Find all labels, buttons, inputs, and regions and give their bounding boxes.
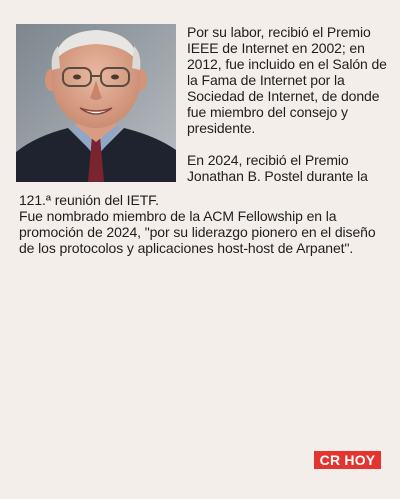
portrait-illustration <box>16 24 176 182</box>
crhoy-logo: CR HOY <box>314 451 381 469</box>
paragraph-ietf-meeting: 121.ª reunión del IETF. <box>19 192 159 208</box>
article-text-side <box>187 24 387 184</box>
paragraph-awards-2002: Por su labor, recibió el Premio IEEE de Internet en 2002; en 2012, fue incluido en el Salón de la Fama de Internet por la Sociedad de Internet, de donde fue miembro del consejo y presidente. <box>187 24 387 136</box>
paragraph-award-2024: En 2024, recibió el Premio Jonathan B. Postel durante la <box>187 152 368 184</box>
paragraph-acm-fellowship: Fue nombrado miembro de la ACM Fellowship en la promoción de 2024, "por su liderazgo pionero en el diseño de los protocolos y aplicaciones host-host de Arpanet". <box>19 208 376 256</box>
portrait-photo <box>16 24 176 182</box>
article-text-full <box>19 192 389 256</box>
